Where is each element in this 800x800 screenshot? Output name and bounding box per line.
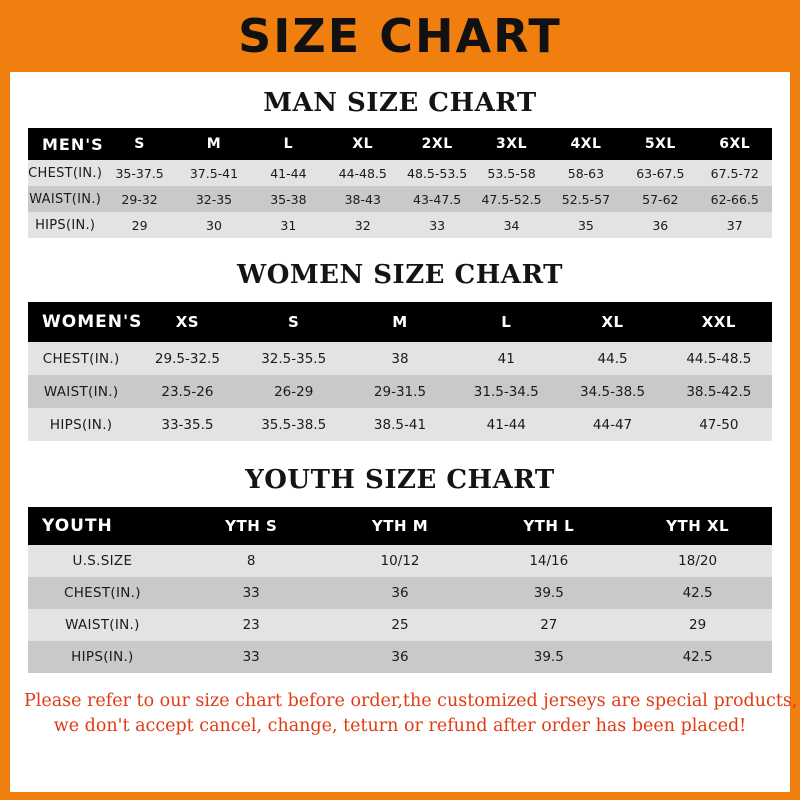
men-col-7: 5XL	[623, 128, 697, 160]
women-section-title: WOMEN SIZE CHART	[237, 260, 563, 290]
women-r2c1: 35.5-38.5	[241, 408, 347, 441]
women-r0c1: 32.5-35.5	[241, 342, 347, 375]
women-size-table	[28, 302, 772, 441]
women-r2c2: 38.5-41	[347, 408, 453, 441]
men-r0c3: 44-48.5	[326, 160, 400, 186]
men-r2c0: 29	[102, 212, 176, 238]
women-r1c2: 29-31.5	[347, 375, 453, 408]
banner	[0, 0, 800, 72]
women-table-body	[28, 342, 772, 441]
youth-r0c1: 10/12	[326, 545, 475, 577]
men-r0c6: 58-63	[549, 160, 623, 186]
women-row-0-label: CHEST(IN.)	[28, 342, 134, 375]
men-col-5: 3XL	[474, 128, 548, 160]
youth-r2c1: 25	[326, 609, 475, 641]
women-col-5: XXL	[666, 302, 772, 342]
page-title: SIZE CHART	[238, 9, 562, 63]
women-r1c1: 26-29	[241, 375, 347, 408]
table-header-row	[28, 128, 772, 160]
men-r0c2: 41-44	[251, 160, 325, 186]
men-size-table	[28, 128, 772, 238]
table-row	[28, 408, 772, 441]
men-row-0-label: CHEST(IN.)	[28, 160, 102, 186]
men-r0c8: 67.5-72	[698, 160, 772, 186]
youth-row-0-label: U.S.SIZE	[28, 545, 177, 577]
table-row	[28, 577, 772, 609]
women-r1c5: 38.5-42.5	[666, 375, 772, 408]
youth-r2c3: 29	[623, 609, 772, 641]
men-col-3: XL	[326, 128, 400, 160]
table-row	[28, 609, 772, 641]
men-r2c5: 34	[474, 212, 548, 238]
men-col-0: S	[102, 128, 176, 160]
youth-section	[10, 465, 790, 673]
women-row-2-label: HIPS(IN.)	[28, 408, 134, 441]
youth-r0c3: 18/20	[623, 545, 772, 577]
women-row-label-header: WOMEN'S	[28, 302, 134, 342]
youth-table-body	[28, 545, 772, 673]
youth-r1c3: 42.5	[623, 577, 772, 609]
youth-row-2-label: WAIST(IN.)	[28, 609, 177, 641]
women-r2c3: 41-44	[453, 408, 559, 441]
men-r0c1: 37.5-41	[177, 160, 251, 186]
men-r2c7: 36	[623, 212, 697, 238]
women-r1c0: 23.5-26	[134, 375, 240, 408]
men-r0c7: 63-67.5	[623, 160, 697, 186]
women-r2c0: 33-35.5	[134, 408, 240, 441]
men-row-2-label: HIPS(IN.)	[28, 212, 102, 238]
men-r0c4: 48.5-53.5	[400, 160, 474, 186]
women-col-3: L	[453, 302, 559, 342]
bottom-accent-bar	[0, 792, 800, 800]
youth-col-2: YTH L	[474, 507, 623, 545]
men-r2c2: 31	[251, 212, 325, 238]
women-col-1: S	[241, 302, 347, 342]
men-r1c0: 29-32	[102, 186, 176, 212]
men-r1c2: 35-38	[251, 186, 325, 212]
women-r0c3: 41	[453, 342, 559, 375]
men-col-2: L	[251, 128, 325, 160]
women-r2c4: 44-47	[559, 408, 665, 441]
footer-note-line-1: Please refer to our size chart before order,the customized jerseys are special products,	[24, 691, 798, 711]
men-r0c5: 53.5-58	[474, 160, 548, 186]
men-r1c1: 32-35	[177, 186, 251, 212]
youth-row-3-label: HIPS(IN.)	[28, 641, 177, 673]
footer-note	[10, 689, 798, 740]
youth-r0c0: 8	[177, 545, 326, 577]
youth-r2c0: 23	[177, 609, 326, 641]
table-row	[28, 212, 772, 238]
footer-note-line-2: we don't accept cancel, change, teturn or refund after order has been placed!	[53, 716, 747, 737]
men-r1c8: 62-66.5	[698, 186, 772, 212]
youth-size-table	[28, 507, 772, 673]
youth-r1c2: 39.5	[474, 577, 623, 609]
women-r1c4: 34.5-38.5	[559, 375, 665, 408]
women-r0c4: 44.5	[559, 342, 665, 375]
men-col-8: 6XL	[698, 128, 772, 160]
youth-r3c3: 42.5	[623, 641, 772, 673]
table-header-row	[28, 507, 772, 545]
youth-r0c2: 14/16	[474, 545, 623, 577]
women-col-0: XS	[134, 302, 240, 342]
table-row	[28, 641, 772, 673]
youth-r1c1: 36	[326, 577, 475, 609]
youth-row-label-header: YOUTH	[28, 507, 177, 545]
women-section	[10, 260, 790, 441]
women-r0c2: 38	[347, 342, 453, 375]
men-col-1: M	[177, 128, 251, 160]
table-row	[28, 160, 772, 186]
men-r1c3: 38-43	[326, 186, 400, 212]
men-col-4: 2XL	[400, 128, 474, 160]
men-section-title: MAN SIZE CHART	[263, 88, 537, 118]
youth-r1c0: 33	[177, 577, 326, 609]
men-col-6: 4XL	[549, 128, 623, 160]
men-r2c3: 32	[326, 212, 400, 238]
men-r1c4: 43-47.5	[400, 186, 474, 212]
youth-col-3: YTH XL	[623, 507, 772, 545]
youth-section-title: YOUTH SIZE CHART	[245, 465, 555, 495]
men-r1c5: 47.5-52.5	[474, 186, 548, 212]
youth-row-1-label: CHEST(IN.)	[28, 577, 177, 609]
men-r2c4: 33	[400, 212, 474, 238]
table-row	[28, 375, 772, 408]
men-r2c6: 35	[549, 212, 623, 238]
women-r2c5: 47-50	[666, 408, 772, 441]
men-table-body	[28, 160, 772, 238]
men-r0c0: 35-37.5	[102, 160, 176, 186]
women-row-1-label: WAIST(IN.)	[28, 375, 134, 408]
table-header-row	[28, 302, 772, 342]
women-r0c5: 44.5-48.5	[666, 342, 772, 375]
women-r1c3: 31.5-34.5	[453, 375, 559, 408]
men-row-label-header: MEN'S	[28, 128, 102, 160]
youth-col-1: YTH M	[326, 507, 475, 545]
women-table-header	[28, 302, 772, 342]
youth-r3c2: 39.5	[474, 641, 623, 673]
men-r2c1: 30	[177, 212, 251, 238]
table-row	[28, 186, 772, 212]
youth-table-header	[28, 507, 772, 545]
youth-r3c0: 33	[177, 641, 326, 673]
men-table-header	[28, 128, 772, 160]
women-r0c0: 29.5-32.5	[134, 342, 240, 375]
men-r1c6: 52.5-57	[549, 186, 623, 212]
table-row	[28, 545, 772, 577]
youth-col-0: YTH S	[177, 507, 326, 545]
youth-r2c2: 27	[474, 609, 623, 641]
table-row	[28, 342, 772, 375]
men-row-1-label: WAIST(IN.)	[28, 186, 102, 212]
women-col-2: M	[347, 302, 453, 342]
men-r1c7: 57-62	[623, 186, 697, 212]
youth-r3c1: 36	[326, 641, 475, 673]
men-r2c8: 37	[698, 212, 772, 238]
men-section	[10, 88, 790, 238]
women-col-4: XL	[559, 302, 665, 342]
